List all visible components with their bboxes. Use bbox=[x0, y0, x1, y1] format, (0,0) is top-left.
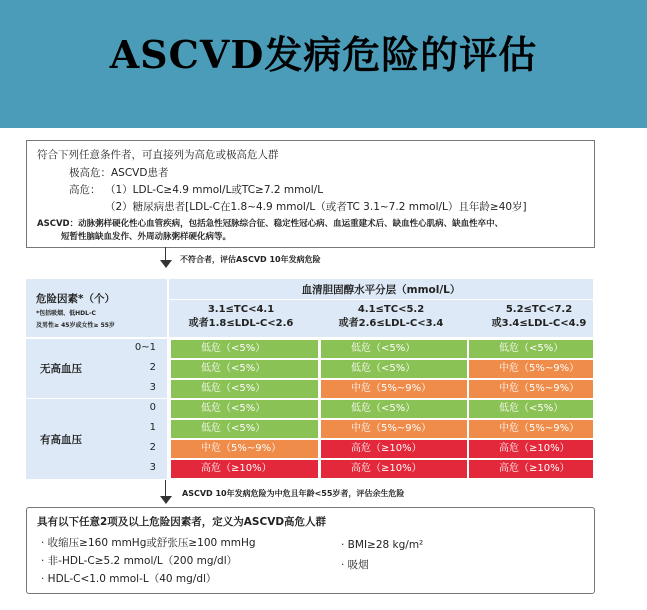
high-risk-label: 高危： bbox=[69, 184, 101, 196]
risk-cell-high: 高危（≥10%） bbox=[321, 460, 467, 478]
risk-factor-count: 0 bbox=[149, 402, 156, 413]
column-header-tc: 3.1≤TC<4.1 bbox=[207, 304, 275, 315]
risk-factor-count: 3 bbox=[149, 382, 156, 393]
risk-factor-count: 3 bbox=[149, 462, 156, 473]
risk-item: · 收缩压≥160 mmHg或舒张压≥100 mmHg bbox=[41, 537, 256, 549]
risk-factor-note-1: *包括吸烟、低HDL-C bbox=[36, 310, 96, 317]
title-banner bbox=[0, 0, 647, 128]
risk-cell-mid: 中危（5%~9%） bbox=[321, 420, 467, 438]
risk-cell-high: 高危（≥10%） bbox=[469, 440, 593, 458]
risk-cell-low: 低危（<5%） bbox=[469, 400, 593, 418]
risk-item: · HDL-C<1.0 mmol-L（40 mg/dl） bbox=[41, 573, 217, 585]
group-label-no-hypertension: 无高血压 bbox=[40, 363, 82, 375]
risk-cell-low: 低危（<5%） bbox=[171, 360, 318, 378]
risk-cell-mid: 中危（5%~9%） bbox=[321, 380, 467, 398]
high-risk-item-1: （1）LDL-C≥4.9 mmol/L或TC≥7.2 mmol/L bbox=[105, 184, 324, 196]
risk-cell-mid: 中危（5%~9%） bbox=[469, 420, 593, 438]
flow-note-2: ASCVD 10年发病危险为中危且年龄<55岁者，评估余生危险 bbox=[182, 489, 405, 498]
serum-cholesterol-title: 血清胆固醇水平分层（mmol/L） bbox=[301, 284, 461, 296]
risk-factor-title: 危险因素*（个） bbox=[36, 293, 115, 305]
group-label-hypertension: 有高血压 bbox=[40, 434, 82, 446]
column-header bbox=[321, 303, 461, 331]
page-title: ASCVD发病危险的评估 bbox=[109, 32, 538, 77]
risk-factor-count: 0~1 bbox=[134, 342, 156, 353]
risk-factor-note-2: 及男性≥ 45岁或女性≥ 55岁 bbox=[36, 322, 115, 329]
criteria-heading: 符合下列任意条件者，可直接列为高危或极高危人群 bbox=[37, 149, 279, 161]
direct-risk-criteria-box bbox=[26, 140, 595, 248]
bottom-box-heading: 具有以下任意2项及以上危险因素者，定义为ASCVD高危人群 bbox=[37, 516, 327, 528]
risk-item: · 非-HDL-C≥5.2 mmol/L（200 mg/dl） bbox=[41, 555, 238, 567]
risk-cell-mid: 中危（5%~9%） bbox=[171, 440, 318, 458]
risk-cell-mid: 中危（5%~9%） bbox=[469, 380, 593, 398]
risk-cell-high: 高危（≥10%） bbox=[171, 460, 318, 478]
ascvd-definition-2: 短暂性脑缺血发作、外周动脉粥样硬化病等。 bbox=[61, 232, 232, 242]
column-header-tc: 4.1≤TC<5.2 bbox=[357, 304, 425, 315]
flow-arrowhead-1 bbox=[160, 260, 172, 268]
risk-item: · BMI≥28 kg/m² bbox=[341, 539, 424, 551]
risk-cell-mid: 中危（5%~9%） bbox=[469, 360, 593, 378]
risk-item: · 吸烟 bbox=[341, 559, 369, 571]
column-header-ldl: 或者1.8≤LDL-C<2.6 bbox=[188, 318, 294, 329]
high-risk-definition-box bbox=[26, 507, 595, 594]
column-header-tc: 5.2≤TC<7.2 bbox=[505, 304, 573, 315]
risk-cell-low: 低危（<5%） bbox=[171, 340, 318, 358]
risk-cell-low: 低危（<5%） bbox=[321, 400, 467, 418]
risk-cell-low: 低危（<5%） bbox=[321, 360, 467, 378]
risk-factor-count: 2 bbox=[149, 442, 156, 453]
risk-factor-count: 1 bbox=[149, 422, 156, 433]
very-high-risk-text: 极高危：ASCVD患者 bbox=[69, 167, 169, 179]
risk-cell-low: 低危（<5%） bbox=[321, 340, 467, 358]
risk-factor-count: 2 bbox=[149, 362, 156, 373]
column-header bbox=[469, 303, 609, 331]
risk-cell-low: 低危（<5%） bbox=[171, 380, 318, 398]
column-header bbox=[171, 303, 311, 331]
risk-cell-low: 低危（<5%） bbox=[469, 340, 593, 358]
risk-cell-low: 低危（<5%） bbox=[171, 420, 318, 438]
risk-cell-low: 低危（<5%） bbox=[171, 400, 318, 418]
flow-note-1: 不符合者，评估ASCVD 10年发病危险 bbox=[180, 255, 321, 264]
column-header-ldl: 或3.4≤LDL-C<4.9 bbox=[491, 318, 587, 329]
flow-arrowhead-2 bbox=[160, 496, 172, 504]
risk-cell-high: 高危（≥10%） bbox=[469, 460, 593, 478]
header-divider bbox=[169, 299, 593, 300]
ascvd-definition-1: ASCVD：动脉粥样硬化性心血管疾病，包括急性冠脉综合征、稳定性冠心病、血运重建术后、缺血性心肌病、缺血性卒中、 bbox=[37, 219, 504, 229]
column-header-ldl: 或者2.6≤LDL-C<3.4 bbox=[338, 318, 444, 329]
risk-cell-high: 高危（≥10%） bbox=[321, 440, 467, 458]
flow-arrow-1 bbox=[165, 247, 166, 261]
high-risk-item-2: （2）糖尿病患者[LDL-C在1.8~4.9 mmol/L（或者TC 3.1~7.2 mmol/L）且年龄≥40岁] bbox=[105, 201, 527, 213]
